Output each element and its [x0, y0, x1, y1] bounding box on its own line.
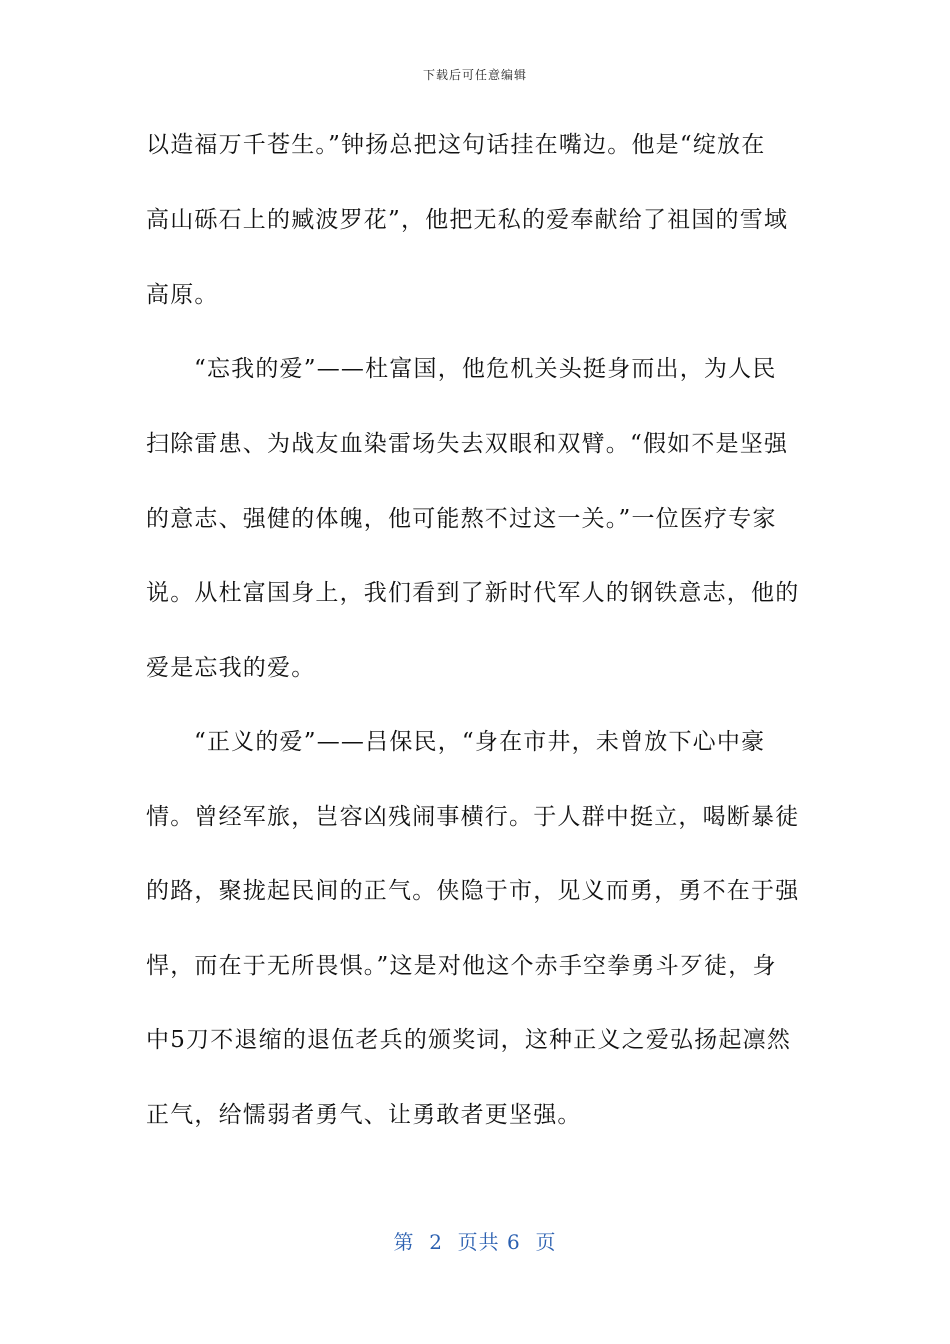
text-line: 悍，而在于无所畏惧。”这是对他这个赤手空拳勇斗歹徒，身 [146, 953, 777, 979]
text-line: 爱是忘我的爱。 [146, 655, 316, 681]
text-line: 以造福万千苍生。”钟扬总把这句话挂在嘴边。他是“绽放在 [146, 132, 766, 158]
text-line: 的路，聚拢起民间的正气。侠隐于市，见义而勇，勇不在于强 [146, 878, 800, 904]
text-line: 正气，给懦弱者勇气、让勇敢者更坚强。 [146, 1102, 582, 1128]
text-line: 高原。 [146, 282, 219, 308]
page-header: 下载后可任意编辑 [422, 68, 527, 82]
text-line: 高山砾石上的臧波罗花”，他把无私的爱奉献给了祖国的雪域 [146, 207, 789, 233]
page-number-footer: 第 2 页共 6 页 [393, 1230, 557, 1254]
text-line: 中5刀不退缩的退伍老兵的颁奖词，这种正义之爱弘扬起凛然 [146, 1027, 792, 1053]
text-line: 说。从杜富国身上，我们看到了新时代军人的钢铁意志，他的 [146, 580, 800, 606]
paragraph-first-line: “忘我的爱”——杜富国，他危机关头挺身而出，为人民 [194, 356, 777, 382]
text-line: 扫除雷患、为战友血染雷场失去双眼和双臂。“假如不是坚强 [146, 431, 789, 457]
text-line: 的意志、强健的体魄，他可能熬不过这一关。”一位医疗专家 [146, 506, 777, 532]
text-line: 情。曾经军旅，岂容凶残闹事横行。于人群中挺立，喝断暴徒 [146, 804, 800, 830]
paragraph-first-line: “正义的爱”——吕保民，“身在市井，未曾放下心中豪 [194, 729, 766, 755]
